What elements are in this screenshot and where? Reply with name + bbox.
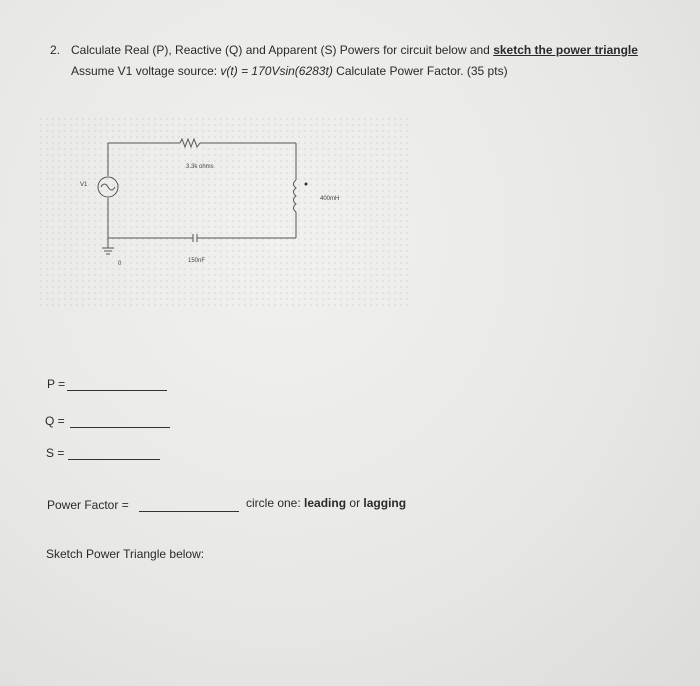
leading-option[interactable]: leading — [304, 496, 347, 510]
or-text: or — [349, 496, 361, 510]
s-answer-line[interactable] — [68, 459, 160, 460]
lagging-option[interactable]: lagging — [363, 496, 407, 510]
s-label: S = — [46, 446, 65, 460]
power-factor-instruction: Calculate Power Factor. (35 pts) — [336, 64, 508, 78]
grid-background — [40, 118, 412, 310]
p-answer-line[interactable] — [67, 390, 167, 391]
q-label: Q = — [45, 414, 65, 428]
sketch-triangle-label: Sketch Power Triangle below: — [46, 547, 205, 561]
question-text: Calculate Real (P), Reactive (Q) and Apparent (S) Powers for circuit below and — [71, 43, 490, 57]
inductor-label: 400mH — [320, 196, 340, 202]
circle-one-prompt — [246, 496, 406, 510]
question-line-2 — [71, 64, 508, 78]
question-emphasis: sketch the power triangle — [493, 43, 638, 57]
power-factor-label: Power Factor = — [47, 498, 129, 512]
resistor-label: 3.3k ohms — [186, 164, 214, 170]
p-label: P = — [47, 377, 66, 391]
q-answer-line[interactable] — [70, 427, 170, 428]
voltage-formula: v(t) = 170Vsin(6283t) — [220, 64, 333, 78]
circuit-diagram — [40, 118, 412, 310]
question-line-1 — [71, 43, 638, 57]
ground-label: 0 — [118, 261, 122, 267]
capacitor-label: 150nF — [188, 258, 206, 264]
assumption-text: Assume V1 voltage source: — [71, 64, 218, 78]
inductor-dot — [305, 183, 308, 186]
source-label: V1 — [80, 182, 88, 188]
question-number: 2. — [50, 43, 61, 57]
circle-one-label: circle one: — [246, 496, 301, 510]
power-factor-answer-line[interactable] — [139, 511, 239, 512]
